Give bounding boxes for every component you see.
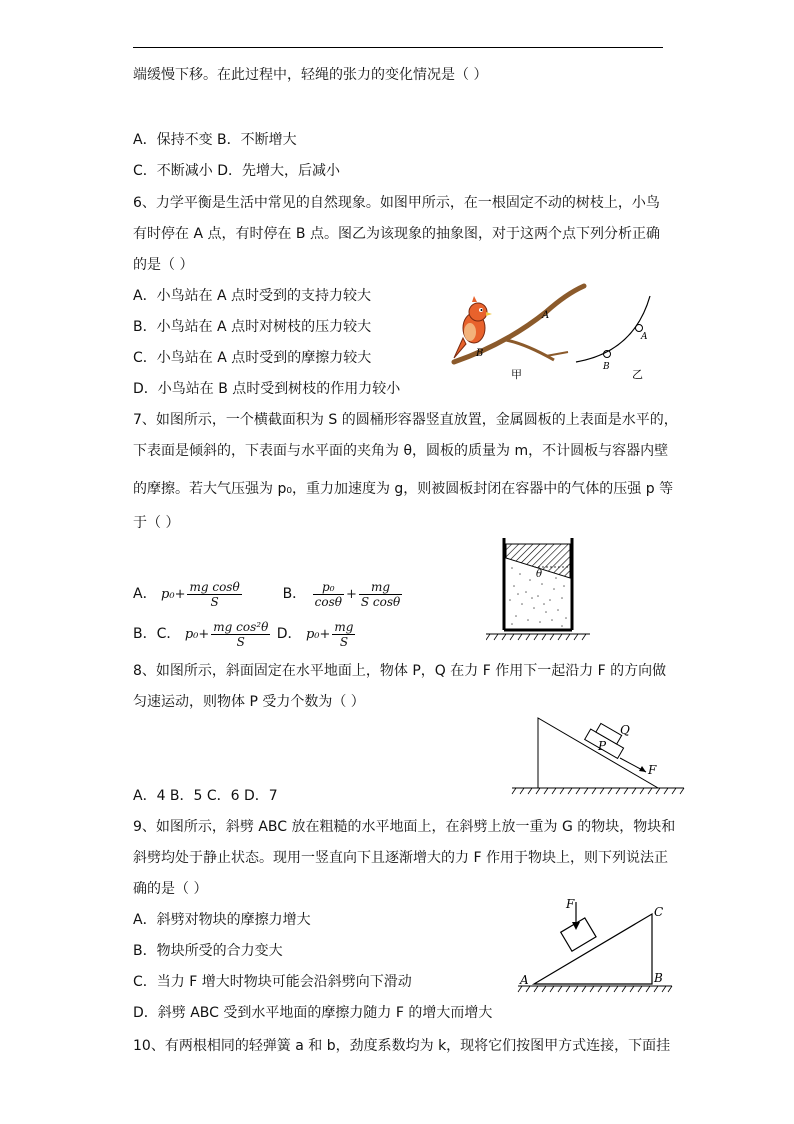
frac-den: S — [236, 634, 245, 649]
label-p: P — [598, 739, 607, 753]
frac-den: S — [210, 594, 219, 609]
q9-option-b: B．物块所受的合力变大 — [133, 943, 283, 959]
q8-stem-line1: 8、如图所示，斜面固定在水平地面上，物体 P，Q 在力 F 作用下一起沿力 F 的方向做 — [133, 663, 667, 679]
q7-option-c-fraction — [211, 620, 270, 649]
frac-num: mg — [359, 580, 402, 595]
q7-stem-line1: 7、如图所示，一个横截面积为 S 的圆桶形容器竖直放置，金属圆板的上表面是水平的， — [133, 412, 678, 428]
fig-yi-label-b: B — [603, 362, 610, 372]
frac-num: mg — [334, 619, 354, 634]
q7-option-a-fraction — [187, 580, 241, 609]
q6-option-c: C．小鸟站在 A 点时受到的摩擦力较大 — [133, 350, 372, 366]
fig-jia-label-a: A — [542, 310, 550, 321]
fig-caption-jia: 甲 — [511, 368, 522, 381]
q7-option-c-label: B．C． — [133, 626, 181, 642]
q7-stem-line4: 于（ ） — [133, 515, 180, 531]
q9-option-a: A．斜劈对物块的摩擦力增大 — [133, 912, 311, 928]
q7-stem-line3: 的摩擦。若大气压强为 p₀，重力加速度为 g，则被圆板封闭在容器中的气体的压强 p 等 — [133, 481, 674, 497]
q9-wedge-figure — [512, 892, 678, 998]
q9-stem-line1: 9、如图所示，斜劈 ABC 放在粗糙的水平地面上，在斜劈上放一重为 G 的物块，物块和 — [133, 819, 676, 835]
q6-bird-figure — [436, 282, 676, 382]
frac-den: S cosθ — [360, 594, 401, 609]
q6-option-b: B．小鸟站在 A 点时对树枝的压力较大 — [133, 319, 372, 335]
q9-option-d: D．斜劈 ABC 受到水平地面的摩擦力随力 F 的增大而增大 — [133, 1005, 493, 1021]
label-f: F — [566, 897, 575, 911]
intro-line: 端缓慢下移。在此过程中，轻绳的张力的变化情况是（ ） — [133, 67, 488, 83]
label-c: C — [654, 905, 664, 919]
q7-option-a-label: A． — [133, 586, 157, 602]
q7-options-ab: A． p₀+ $\frac{\text{mg cosθ}}{S}$ B． $\frac{\text{p₀}}{\cos\theta}$ + $\frac{mg}{\text{S cosθ}}$ — [133, 579, 401, 609]
q6-option-d: D．小鸟站在 B 点时受到树枝的作用力较小 — [133, 381, 401, 397]
q8-incline-figure — [508, 712, 688, 800]
fig-caption-yi: 乙 — [632, 368, 643, 381]
frac-num: mg cosθ — [189, 579, 240, 594]
theta-label: θ — [536, 569, 543, 580]
frac-den: cosθ — [314, 594, 342, 609]
q7-option-b-fraction1 — [313, 580, 344, 609]
q6-option-a: A．小鸟站在 A 点时受到的支持力较大 — [133, 288, 372, 304]
q7-option-d-p0: p₀+ — [305, 627, 331, 642]
q7-option-c-p0: p₀+ — [184, 627, 210, 642]
q5-options-cd: C．不断减小 D．先增大，后减小 — [133, 163, 341, 179]
q6-stem-line3: 的是（ ） — [133, 257, 194, 273]
q7-stem-line2: 下表面是倾斜的，下表面与水平面的夹角为 θ，圆板的质量为 m，不计圆板与容器内壁 — [133, 443, 669, 459]
q7-option-b-fraction2 — [359, 580, 402, 609]
q7-option-a-p0: p₀+ — [161, 587, 186, 602]
q6-stem-line1: 6、力学平衡是生活中常见的自然现象。如图甲所示，在一根固定不动的树枝上，小鸟 — [133, 195, 660, 211]
fig-jia-label-b: B — [476, 348, 484, 359]
label-b: B — [654, 971, 663, 985]
q7-option-d-fraction — [332, 620, 355, 649]
q7-options-cd — [133, 618, 357, 651]
q9-stem-line3: 确的是（ ） — [133, 881, 208, 897]
q7-option-d-label: D． — [276, 626, 302, 642]
fig-yi-label-a: A — [641, 332, 648, 342]
q8-options: A．4 B．5 C．6 D．7 — [133, 788, 278, 804]
q8-stem-line2: 匀速运动，则物体 P 受力个数为（ ） — [133, 694, 365, 710]
q10-stem-line1: 10、有两根相同的轻弹簧 a 和 b，劲度系数均为 k，现将它们按图甲方式连接，下面挂 — [133, 1038, 671, 1054]
q6-stem-line2: 有时停在 A 点，有时停在 B 点。图乙为该现象的抽象图，对于这两个点下列分析正确 — [133, 226, 660, 242]
frac-num: p₀ — [313, 580, 344, 595]
header-rule — [133, 47, 663, 48]
q7-container-figure — [486, 534, 596, 642]
q7-option-b-label: B． — [282, 586, 307, 602]
label-q: Q — [620, 723, 630, 737]
label-a: A — [520, 973, 529, 987]
frac-den: S — [339, 634, 349, 649]
q5-options-ab: A．保持不变 B．不断增大 — [133, 132, 297, 148]
q9-stem-line2: 斜劈均处于静止状态。现用一竖直向下且逐渐增大的力 F 作用于物块上，则下列说法正 — [133, 850, 668, 866]
label-f: F — [648, 763, 657, 777]
q9-option-c: C．当力 F 增大时物块可能会沿斜劈向下滑动 — [133, 974, 412, 990]
frac-num: mg cos²θ — [213, 619, 269, 634]
